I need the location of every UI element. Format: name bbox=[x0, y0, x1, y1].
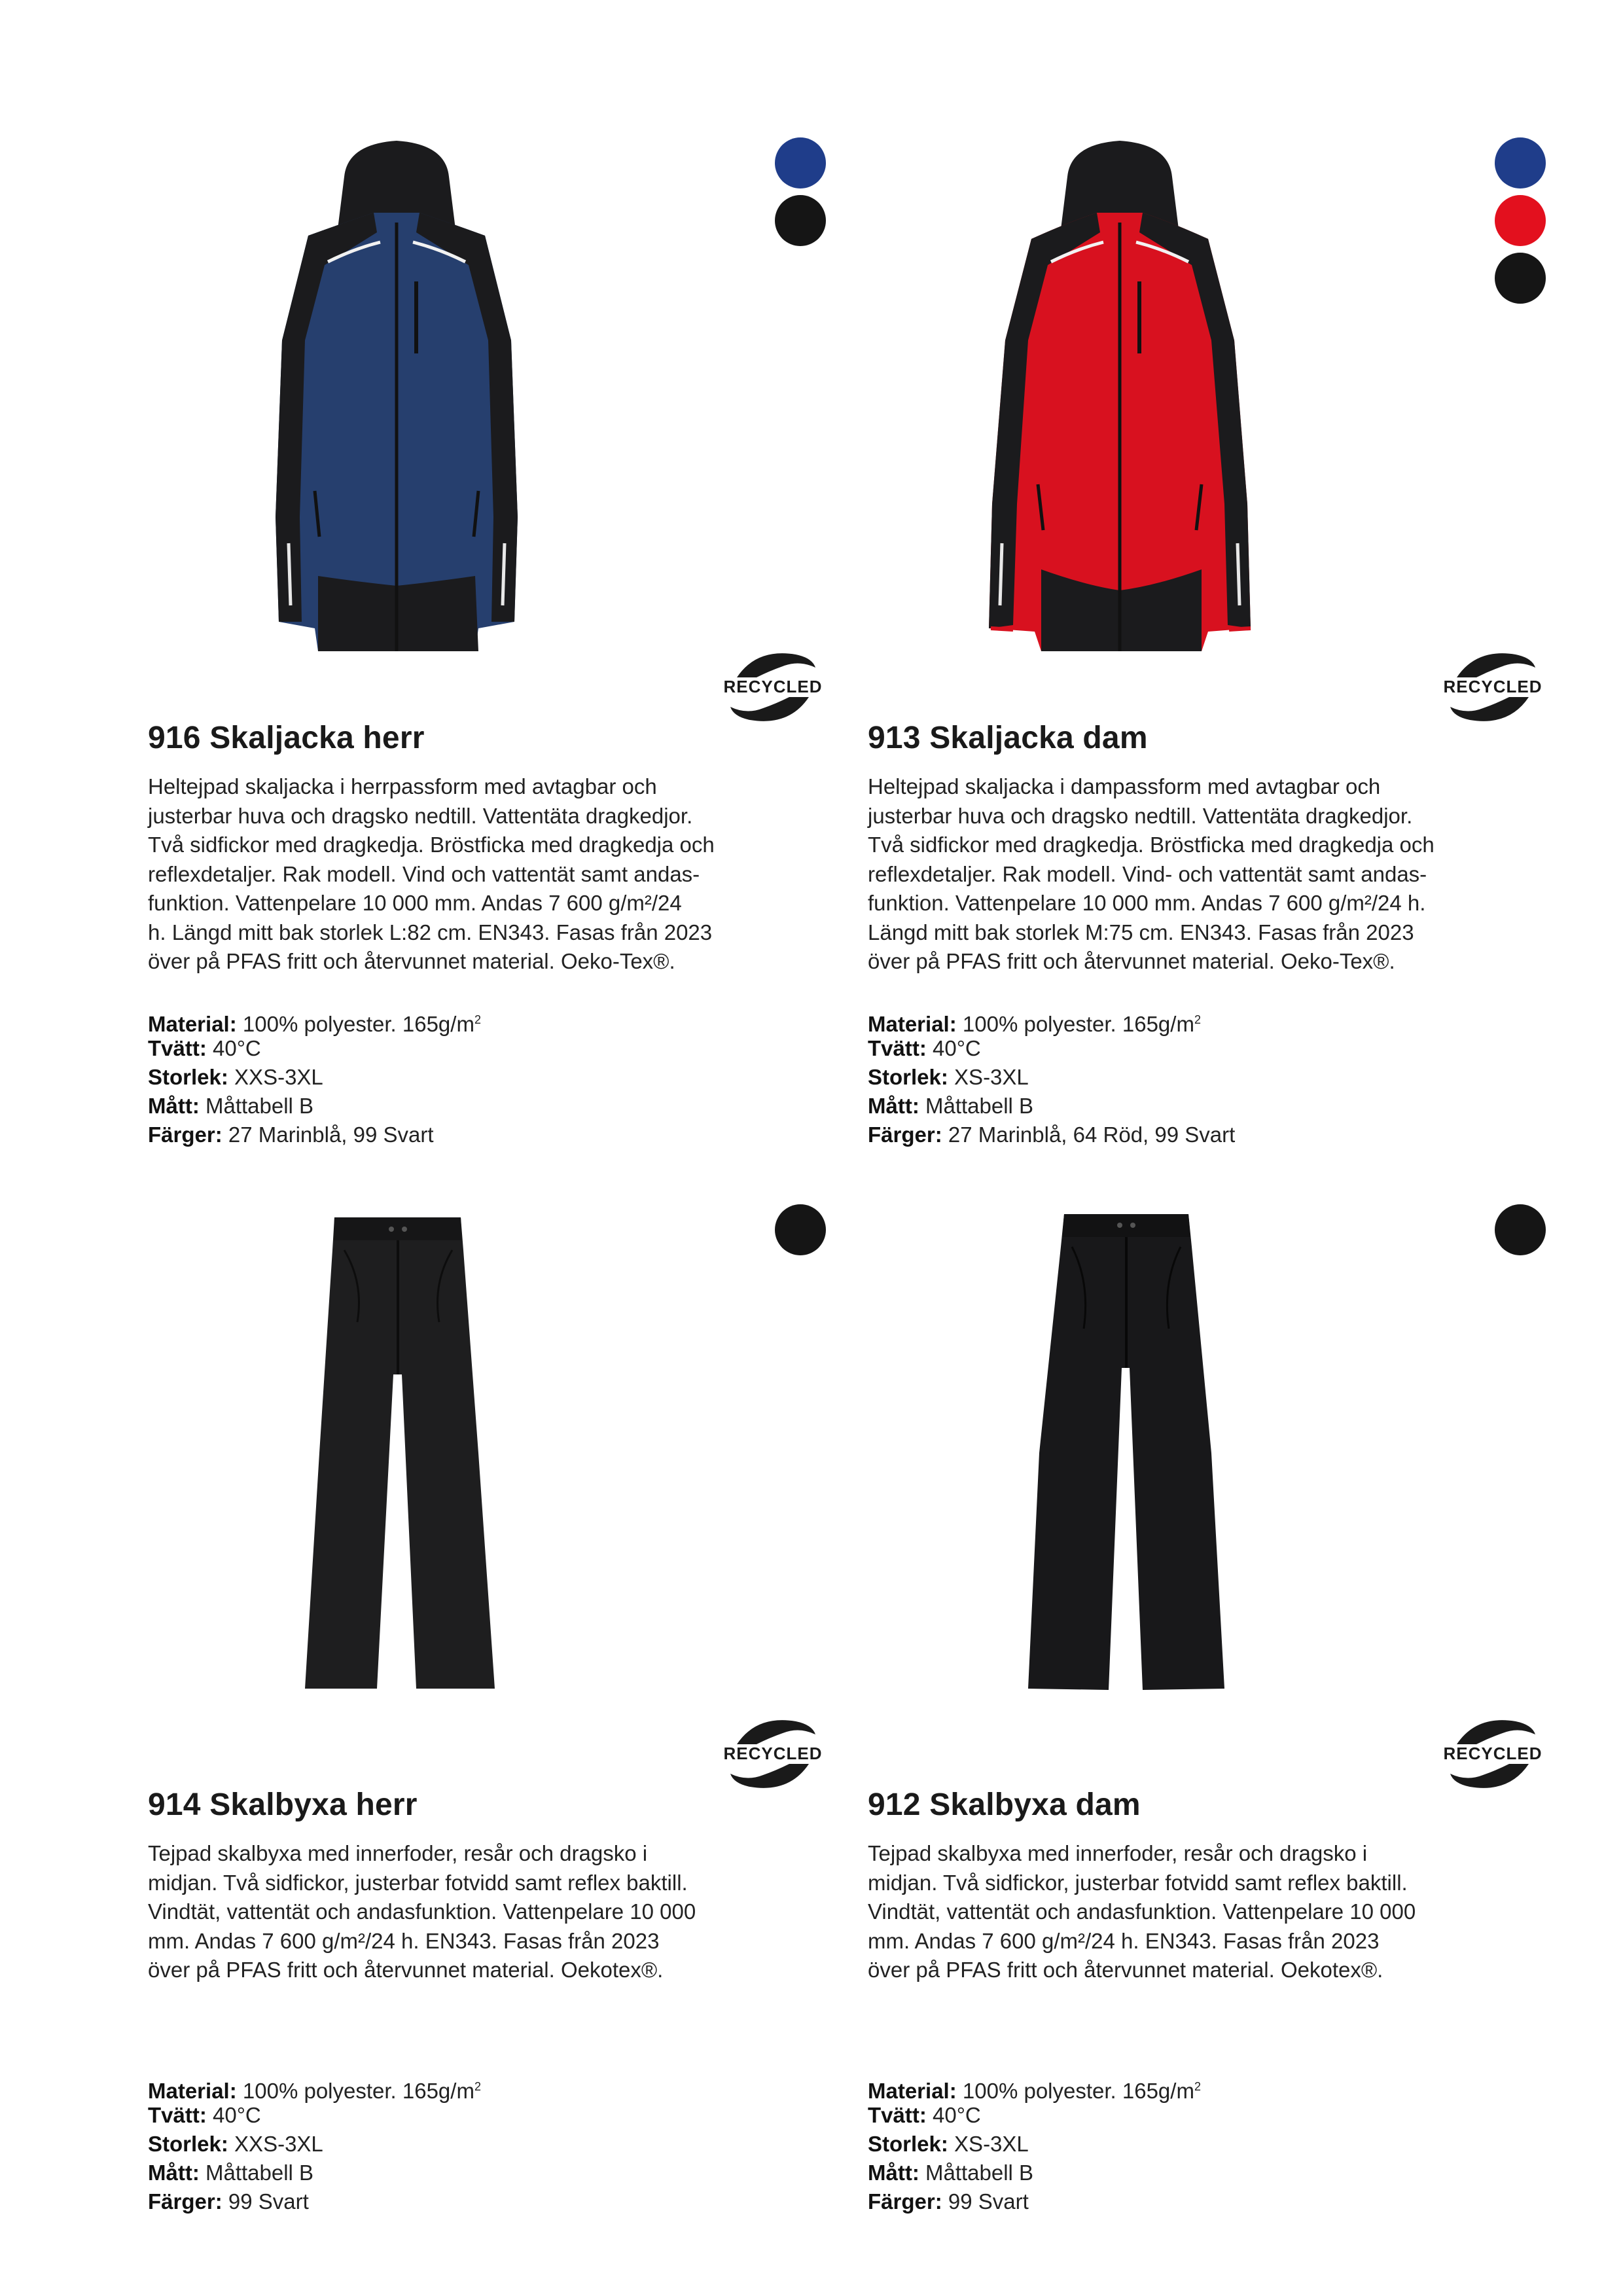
product-card-914 bbox=[148, 1191, 829, 2251]
product-description: Heltejpad skaljacka i herrpassform med avtagbar och justerbar huva och dragsko nedtill. Vattentäta dragkedjor. Två sidfickor med dragkedja. Bröstficka med dragkedja och reflexdetaljer. Rak modell. Vind och vattentät samt andas- funktion. Vattenpelare 10 000 mm. Andas 7 600 g/m²/24 h. Längd mitt bak storlek L:82 cm. EN343. Fasas från 2023 över på PFAS fritt och återvunnet material. Oeko-Tex®. bbox=[148, 774, 715, 973]
color-swatches bbox=[775, 137, 829, 253]
color-swatch bbox=[775, 195, 826, 246]
spec-material: Material: 100% polyester. $165g/m^2$ bbox=[148, 2079, 481, 2103]
spec-wash: Tvätt: 40°C bbox=[868, 1036, 981, 1060]
spec-size: Storlek: XXS-3XL bbox=[148, 1065, 323, 1089]
spec-size: Storlek: XS-3XL bbox=[868, 1065, 1029, 1089]
product-image-jacket-navy bbox=[148, 124, 829, 668]
color-swatch bbox=[1495, 1204, 1546, 1255]
product-title: 912 Skalbyxa dam bbox=[868, 1787, 1141, 1822]
color-swatches bbox=[1495, 1204, 1548, 1262]
product-title: 914 Skalbyxa herr bbox=[148, 1787, 418, 1822]
spec-colors: Färger: 27 Marinblå, 64 Röd, 99 Svart bbox=[868, 1122, 1236, 1147]
spec-size: Storlek: XS-3XL bbox=[868, 2132, 1029, 2156]
product-specs bbox=[148, 2072, 776, 2216]
spec-material: Material: 100% polyester. $165g/m^2$ bbox=[868, 1012, 1201, 1036]
spec-size: Storlek: XXS-3XL bbox=[148, 2132, 323, 2156]
recycled-badge bbox=[717, 641, 829, 733]
spec-colors: Färger: 27 Marinblå, 99 Svart bbox=[148, 1122, 434, 1147]
product-specs bbox=[868, 2072, 1496, 2216]
spec-wash: Tvätt: 40°C bbox=[148, 2103, 261, 2127]
product-title: 916 Skaljacka herr bbox=[148, 721, 425, 755]
color-swatches bbox=[1495, 137, 1548, 310]
color-swatch bbox=[775, 137, 826, 188]
spec-wash: Tvätt: 40°C bbox=[868, 2103, 981, 2127]
spec-measure: Mått: Måttabell B bbox=[148, 1094, 314, 1118]
product-title: 913 Skaljacka dam bbox=[868, 721, 1148, 755]
color-swatch bbox=[1495, 195, 1546, 246]
spec-measure: Mått: Måttabell B bbox=[148, 2161, 314, 2185]
product-description: Heltejpad skaljacka i dampassform med avtagbar och justerbar huva och dragsko nedtill. Vattentäta dragkedjor. Två sidfickor med dragkedja. Bröstficka med dragkedja och reflexdetaljer. Rak modell. Vind- och vattentät samt andas- funktion. Vattenpelare 10 000 mm. Andas 7 600 g/m²/24 h. Längd mitt bak storlek M:75 cm. EN343. Fasas från 2023 över på PFAS fritt och återvunnet material. Oeko-Tex®. bbox=[868, 774, 1435, 973]
color-swatch bbox=[1495, 253, 1546, 304]
recycled-badge bbox=[717, 1708, 829, 1800]
color-swatch bbox=[1495, 137, 1546, 188]
spec-material: Material: 100% polyester. $165g/m^2$ bbox=[148, 1012, 481, 1036]
product-specs bbox=[868, 1005, 1496, 1149]
spec-wash: Tvätt: 40°C bbox=[148, 1036, 261, 1060]
color-swatches bbox=[775, 1204, 829, 1262]
recycled-badge-text: RECYCLED bbox=[723, 677, 823, 696]
spec-measure: Mått: Måttabell B bbox=[868, 1094, 1034, 1118]
product-card-912 bbox=[868, 1191, 1548, 2251]
product-specs bbox=[148, 1005, 776, 1149]
product-image-pants-black-dam bbox=[868, 1191, 1548, 1734]
spec-measure: Mått: Måttabell B bbox=[868, 2161, 1034, 2185]
product-card-916 bbox=[148, 124, 829, 1185]
product-image-pants-black-herr bbox=[148, 1191, 829, 1734]
recycled-badge bbox=[1437, 1708, 1548, 1800]
color-swatch bbox=[775, 1204, 826, 1255]
recycled-badge bbox=[1437, 641, 1548, 733]
recycled-badge-text: RECYCLED bbox=[1443, 677, 1543, 696]
spec-colors: Färger: 99 Svart bbox=[148, 2189, 309, 2214]
recycled-badge-text: RECYCLED bbox=[723, 1744, 823, 1763]
product-description: Tejpad skalbyxa med innerfoder, resår och dragsko i midjan. Två sidfickor, justerbar fotvidd samt reflex baktill. Vindtät, vattentät och andasfunktion. Vattenpelare 10 000 mm. Andas 7 600 g/m²/24 h. EN343. Fasas från 2023 över på PFAS fritt och återvunnet material. Oekotex®. bbox=[148, 1841, 696, 1982]
spec-material: Material: 100% polyester. $165g/m^2$ bbox=[868, 2079, 1201, 2103]
product-card-913 bbox=[868, 124, 1548, 1185]
product-image-jacket-red bbox=[868, 124, 1548, 668]
product-description: Tejpad skalbyxa med innerfoder, resår och dragsko i midjan. Två sidfickor, justerbar fotvidd samt reflex baktill. Vindtät, vattentät och andasfunktion. Vattenpelare 10 000 mm. Andas 7 600 g/m²/24 h. EN343. Fasas från 2023 över på PFAS fritt och återvunnet material. Oekotex®. bbox=[868, 1841, 1416, 1982]
recycled-badge-text: RECYCLED bbox=[1443, 1744, 1543, 1763]
spec-colors: Färger: 99 Svart bbox=[868, 2189, 1029, 2214]
